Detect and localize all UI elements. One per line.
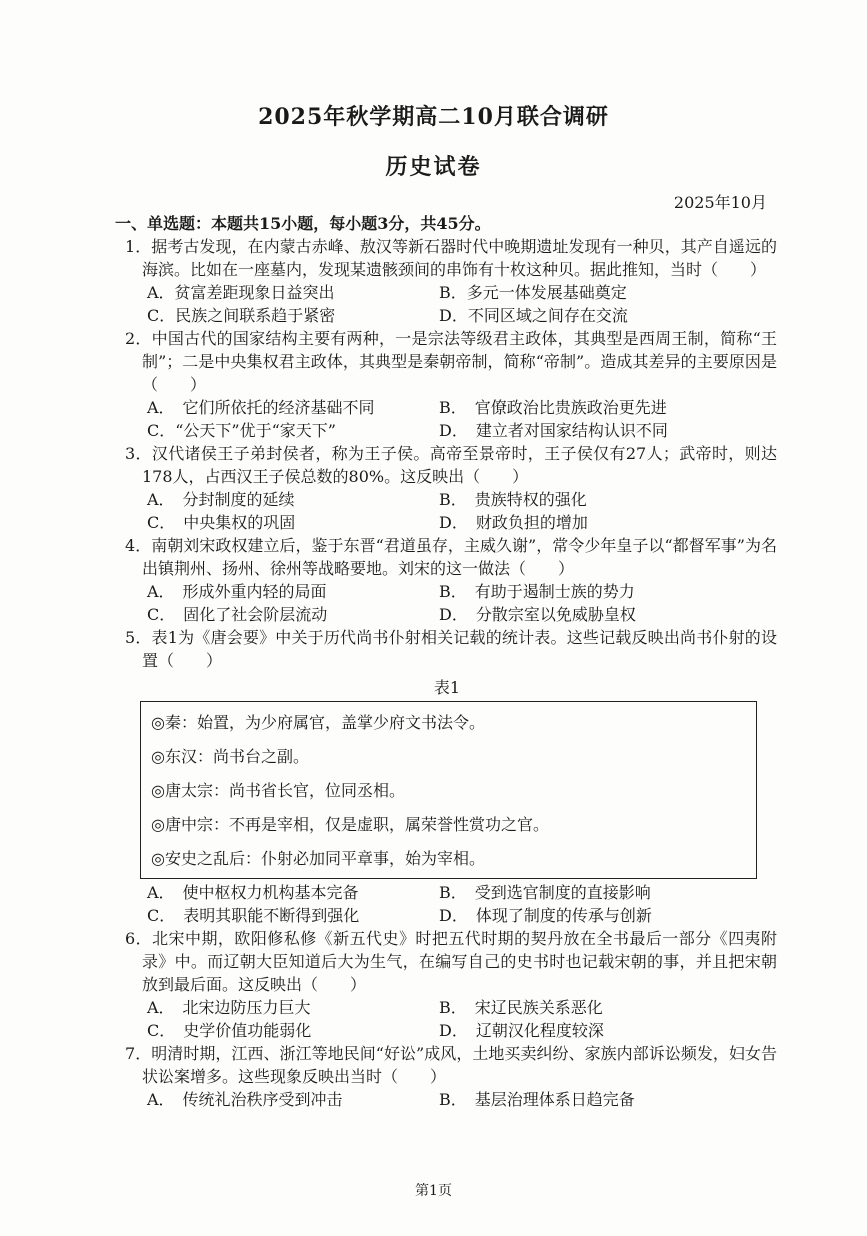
data-table	[140, 701, 757, 879]
options-row	[117, 1088, 777, 1111]
question-4	[117, 534, 777, 626]
option-b: B．多元一体发展基础奠定	[439, 283, 627, 302]
option-c: C．“公天下”优于“家天下”	[147, 421, 336, 440]
question-stem: 5．表1为《唐会要》中关于历代尚书仆射相关记载的统计表。这些记载反映出尚书仆射的设置（ ）	[125, 628, 777, 670]
option-a: A． 传统礼治秩序受到冲击	[147, 1090, 343, 1109]
table-row: ◎唐太宗：尚书省长官，位同丞相。	[151, 781, 405, 800]
question-stem: 7．明清时期，江西、浙江等地民间“好讼”成风，土地买卖纠纷、家族内部诉讼频发，妇女告状讼案增多。这些现象反映出当时（ ）	[125, 1044, 777, 1086]
exam-date: 2025年10月	[673, 193, 767, 212]
option-d: D． 财政负担的增加	[439, 513, 588, 532]
question-5	[117, 626, 777, 927]
option-d: D． 体现了制度的传承与创新	[439, 906, 652, 925]
option-b: B． 宋辽民族关系恶化	[439, 998, 603, 1017]
question-7	[117, 1042, 777, 1111]
table-row: ◎安史之乱后：仆射必加同平章事，始为宰相。	[151, 849, 485, 868]
question-stem: 2．中国古代的国家结构主要有两种，一是宗法等级君主政体，其典型是西周王制，简称“王制”；二是中央集权君主政体，其典型是秦朝帝制，简称“帝制”。造成其差异的主要原因是（ ）	[125, 329, 777, 394]
options-row	[117, 881, 777, 904]
question-6	[117, 927, 777, 1042]
option-a: A． 北宋边防压力巨大	[147, 998, 311, 1017]
options-row	[117, 1019, 777, 1042]
option-d: D． 辽朝汉化程度较深	[439, 1021, 604, 1040]
option-c: C． 表明其职能不断得到强化	[147, 906, 360, 925]
options-row	[117, 511, 777, 534]
option-b: B． 有助于遏制士族的势力	[439, 582, 635, 601]
option-b: B． 基层治理体系日趋完备	[439, 1090, 635, 1109]
question-stem: 6．北宋中期，欧阳修私修《新五代史》时把五代时期的契丹放在全书最后一部分《四夷附录》中。而辽朝大臣知道后大为生气，在编写自己的史书时也记载宋朝的事，并且把宋朝放到最后面。这反映出（ ）	[125, 929, 777, 994]
exam-content	[117, 212, 777, 1111]
table-row: ◎东汉：尚书台之副。	[151, 747, 309, 766]
option-a: A． 分封制度的延续	[147, 490, 295, 509]
option-c: C． 中央集权的巩固	[147, 513, 296, 532]
question-2	[117, 327, 777, 442]
exam-title: 2025年秋学期高二10月联合调研	[258, 104, 609, 130]
option-c: C．民族之间联系趋于紧密	[147, 306, 336, 325]
question-stem: 4．南朝刘宋政权建立后，鉴于东晋“君道虽存，主威久谢”，常令少年皇子以“都督军事”为名出镇荆州、扬州、徐州等战略要地。刘宋的这一做法（ ）	[125, 536, 777, 578]
question-1	[117, 235, 777, 327]
table-caption: 表1	[433, 678, 461, 697]
option-b: B． 贵族特权的强化	[439, 490, 587, 509]
question-3	[117, 442, 777, 534]
option-d: D． 分散宗室以免威胁皇权	[439, 605, 636, 624]
option-d: D． 建立者对国家结构认识不同	[439, 421, 668, 440]
question-stem: 3．汉代诸侯王子弟封侯者，称为王子侯。高帝至景帝时，王子侯仅有27人；武帝时，则达178人，占西汉王子侯总数的80%。这反映出（ ）	[125, 444, 777, 486]
option-a: A． 它们所依托的经济基础不同	[147, 398, 375, 417]
option-a: A． 使中枢权力机构基本完备	[147, 883, 359, 902]
options-row	[117, 419, 777, 442]
exam-subtitle: 历史试卷	[385, 154, 482, 180]
option-a: A． 形成外重内轻的局面	[147, 582, 327, 601]
option-a: A．贫富差距现象日益突出	[147, 283, 335, 302]
options-row	[117, 281, 777, 304]
options-row	[117, 603, 777, 626]
options-row	[117, 996, 777, 1019]
options-row	[117, 396, 777, 419]
page-number: 第1页	[415, 1183, 452, 1199]
options-row	[117, 488, 777, 511]
options-row	[117, 580, 777, 603]
option-b: B． 受到选官制度的直接影响	[439, 883, 651, 902]
options-row	[117, 304, 777, 327]
option-c: C． 固化了社会阶层流动	[147, 605, 328, 624]
question-stem: 1．据考古发现，在内蒙古赤峰、敖汉等新石器时代中晚期遗址发现有一种贝，其产自遥远的海滨。比如在一座墓内，发现某遗骸颈间的串饰有十枚这种贝。据此推知，当时（ ）	[125, 237, 777, 279]
option-c: C． 史学价值功能弱化	[147, 1021, 312, 1040]
option-b: B． 官僚政治比贵族政治更先进	[439, 398, 667, 417]
table-row: ◎唐中宗：不再是宰相，仅是虚职，属荣誉性赏功之官。	[151, 815, 549, 834]
table-row: ◎秦：始置，为少府属官，盖掌少府文书法令。	[151, 713, 485, 732]
option-d: D．不同区域之间存在交流	[439, 306, 628, 325]
options-row	[117, 904, 777, 927]
section-heading: 一、单选题：本题共15小题，每小题3分，共45分。	[115, 214, 491, 233]
